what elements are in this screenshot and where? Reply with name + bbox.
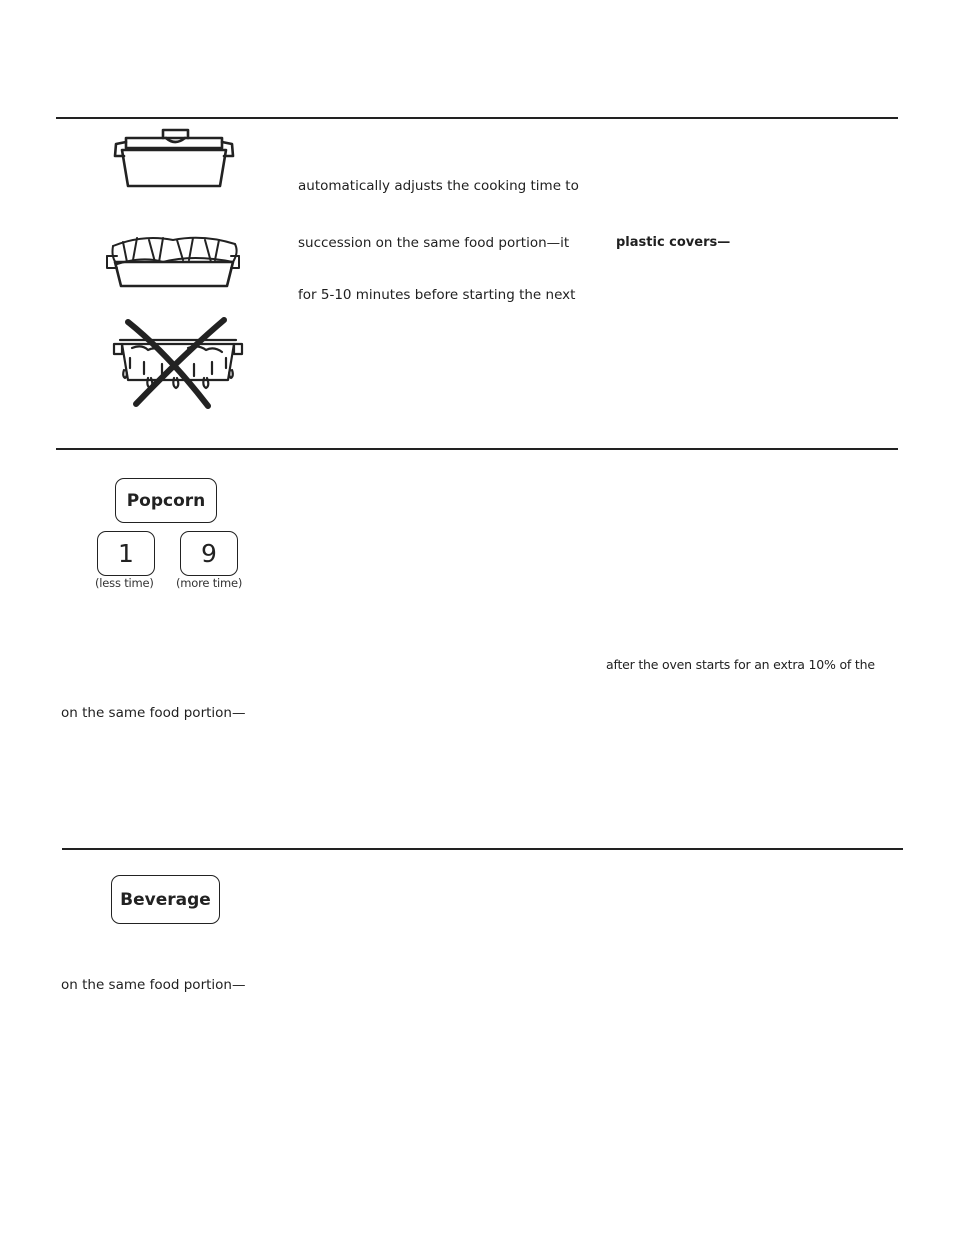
more-time-caption: (more time) <box>176 576 243 590</box>
sealed-dish-crossed-out-icon <box>108 314 248 410</box>
section-divider-top <box>56 117 898 119</box>
more-time-key[interactable]: 9 <box>180 531 238 576</box>
beverage-same-portion-text: on the same food portion— <box>61 977 246 993</box>
beverage-key[interactable]: Beverage <box>111 875 220 924</box>
less-time-key[interactable]: 1 <box>97 531 155 576</box>
extra-time-text: after the oven starts for an extra 10% of the <box>606 657 875 672</box>
vented-plastic-wrap-dish-icon <box>103 232 243 292</box>
section-divider-popcorn <box>56 448 898 450</box>
covered-casserole-icon <box>108 126 240 192</box>
stand-time-text: for 5-10 minutes before starting the next <box>298 287 576 303</box>
section-divider-beverage <box>62 848 903 850</box>
auto-adjust-text: automatically adjusts the cooking time to <box>298 178 579 194</box>
less-time-caption: (less time) <box>95 576 154 590</box>
popcorn-key[interactable]: Popcorn <box>115 478 217 523</box>
popcorn-same-portion-text: on the same food portion— <box>61 705 246 721</box>
plastic-covers-heading: plastic covers— <box>616 235 731 250</box>
succession-text: succession on the same food portion—it <box>298 235 570 251</box>
